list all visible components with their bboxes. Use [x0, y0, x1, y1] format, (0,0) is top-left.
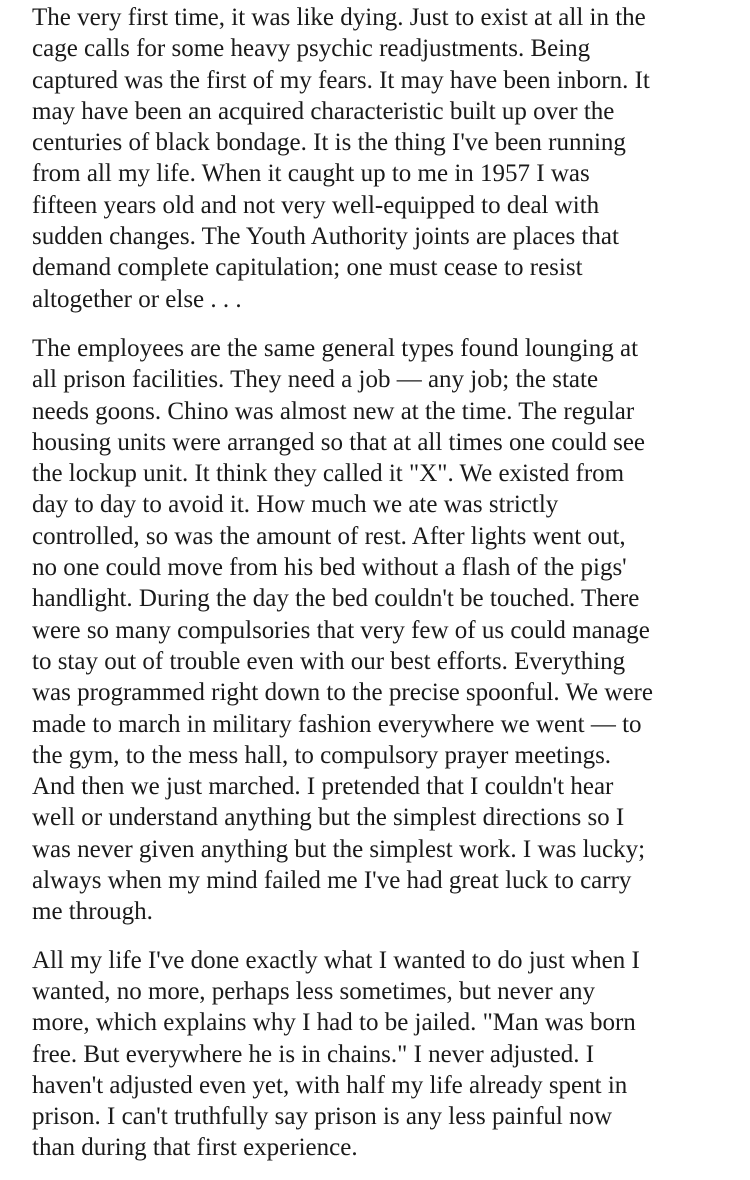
text-line: All my life I've done exactly what I wanted to do just when I	[32, 946, 640, 974]
text-line: may have been an acquired characteristic built up over the	[32, 97, 615, 125]
text-line: made to march in military fashion everywhere we went — to	[32, 710, 642, 738]
text-line: was programmed right down to the precise spoonful. We were	[32, 679, 653, 707]
text-line: haven't adjusted even yet, with half my life already spent in	[32, 1071, 628, 1099]
text-line: more, which explains why I had to be jailed. "Man was born	[32, 1009, 636, 1037]
text-line: The very first time, it was like dying. Just to exist at all in the	[32, 4, 646, 31]
text-line: captured was the first of my fears. It may have been inborn. It	[32, 66, 650, 94]
text-line: centuries of black bondage. It is the thing I've been running	[32, 129, 626, 157]
text-line: free. But everywhere he is in chains." I never adjusted. I	[32, 1040, 595, 1068]
document-page	[32, 2, 722, 1164]
text-line: was never given anything but the simplest work. I was lucky;	[32, 835, 646, 863]
paragraph-1	[32, 2, 722, 315]
text-line: were so many compulsories that very few of us could manage	[32, 616, 650, 644]
text-line: altogether or else . . .	[32, 285, 242, 313]
text-line: the lockup unit. It think they called it "X". We existed from	[32, 460, 625, 488]
text-line: well or understand anything but the simplest directions so I	[32, 804, 625, 832]
text-line: no one could move from his bed without a flash of the pigs'	[32, 554, 627, 582]
text-line: fifteen years old and not very well-equipped to deal with	[32, 191, 600, 219]
text-line: always when my mind failed me I've had great luck to carry	[32, 867, 632, 895]
text-line: controlled, so was the amount of rest. After lights went out,	[32, 522, 626, 550]
text-line: than during that first experience.	[32, 1134, 358, 1162]
text-line: needs goons. Chino was almost new at the time. The regular	[32, 397, 635, 425]
text-line: me through.	[32, 898, 153, 926]
text-line: handlight. During the day the bed couldn't be touched. There	[32, 585, 640, 613]
text-line: the gym, to the mess hall, to compulsory prayer meetings.	[32, 741, 612, 769]
text-line: The employees are the same general types found lounging at	[32, 334, 639, 362]
text-line: demand complete capitulation; one must cease to resist	[32, 254, 583, 282]
text-line: And then we just marched. I pretended that I couldn't hear	[32, 773, 614, 801]
paragraph-2	[32, 333, 722, 928]
text-line: to stay out of trouble even with our best efforts. Everything	[32, 647, 626, 675]
text-line: day to day to avoid it. How much we ate was strictly	[32, 491, 559, 519]
text-line: prison. I can't truthfully say prison is any less painful now	[32, 1103, 613, 1131]
text-line: from all my life. When it caught up to me in 1957 I was	[32, 160, 590, 188]
text-line: wanted, no more, perhaps less sometimes, but never any	[32, 977, 596, 1005]
text-line: housing units were arranged so that at all times one could see	[32, 428, 646, 456]
text-line: all prison facilities. They need a job — any job; the state	[32, 366, 599, 394]
paragraph-3	[32, 945, 722, 1164]
text-line: cage calls for some heavy psychic readjustments. Being	[32, 35, 591, 63]
text-line: sudden changes. The Youth Authority joints are places that	[32, 223, 619, 251]
